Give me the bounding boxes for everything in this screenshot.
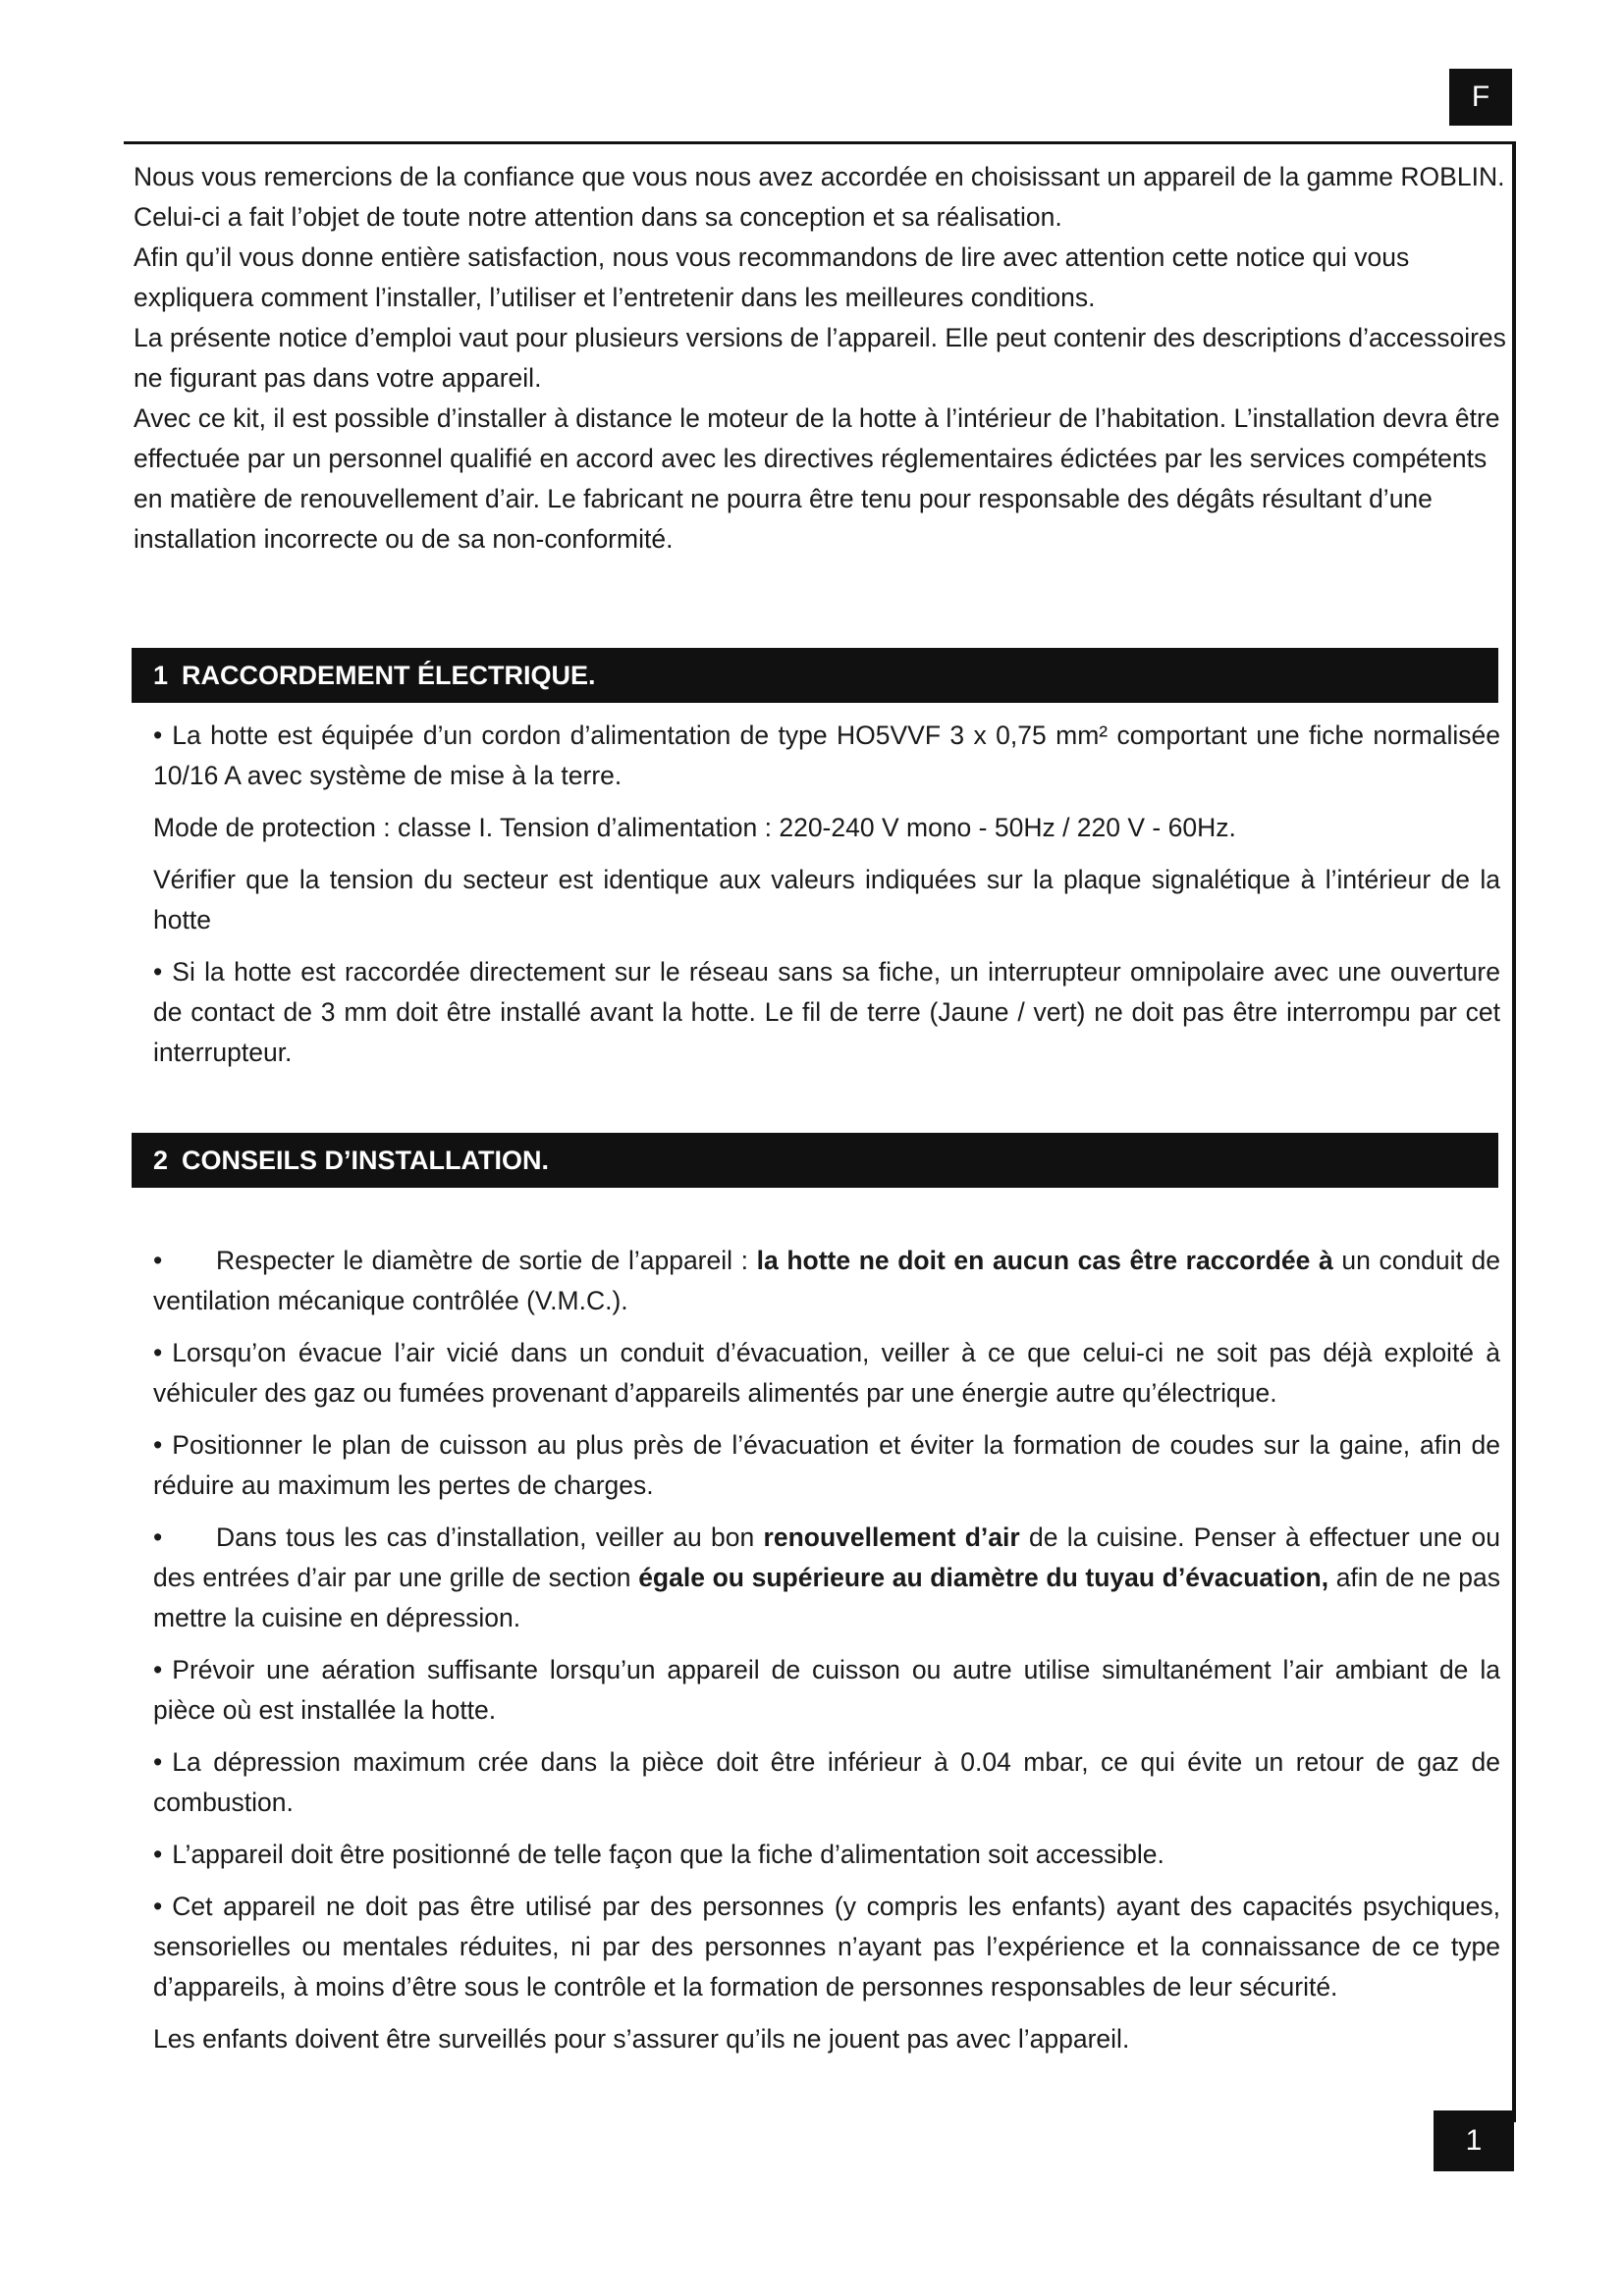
list-item: • Si la hotte est raccordée directement sur le réseau sans sa fiche, un interrupteur omnipolaire avec une ouverture de contact de 3 mm doit être installé avant la hotte. Le fil de terre (Jaune / vert) ne doit pas être interrompu par cet interrupteur.	[153, 957, 1500, 1067]
list-item: • Prévoir une aération suffisante lorsqu’un appareil de cuisson ou autre utilise simultanément l’air ambiant de la pièce où est installée la hotte.	[153, 1655, 1500, 1725]
list-item: • L’appareil doit être positionné de telle façon que la fiche d’alimentation soit accessible.	[153, 1840, 1164, 1869]
section-body-installation	[153, 1241, 1500, 2071]
intro-paragraph: Avec ce kit, il est possible d’installer à distance le moteur de la hotte à l’intérieur de l’habitation. L’installation devra être effectuée par un personnel qualifié en accord avec les directives réglementaires édictées par les services compétents en matière de renouvellement d’air. Le fabricant ne pourra être tenu pour responsable des dégâts résultant d’une installation incorrecte ou de sa non-conformité.	[134, 403, 1500, 554]
bullet: •	[153, 1246, 163, 1275]
section-number: 2	[153, 1145, 169, 1175]
bullet: •	[153, 1338, 163, 1367]
section-title: CONSEILS D’INSTALLATION.	[182, 1145, 550, 1175]
bullet: •	[153, 1747, 163, 1777]
list-item: • Positionner le plan de cuisson au plus près de l’évacuation et éviter la formation de coudes sur la gaine, afin de réduire au maximum les pertes de charges.	[153, 1430, 1500, 1500]
language-tab: F	[1449, 69, 1512, 126]
paragraph: Les enfants doivent être surveillés pour s’assurer qu’ils ne jouent pas avec l’appareil.	[153, 2024, 1130, 2054]
section-body-electrical	[153, 716, 1500, 1085]
bullet: •	[153, 1430, 163, 1460]
bullet: •	[153, 1522, 163, 1552]
section-number: 1	[153, 660, 169, 690]
list-item: • Respecter le diamètre de sortie de l’appareil : la hotte ne doit en aucun cas être raccordée à un conduit de ventilation mécanique contrôlée (V.M.C.).	[153, 1241, 1500, 1321]
section-header-electrical	[132, 648, 1498, 703]
bullet: •	[153, 1840, 163, 1869]
intro-paragraph: Celui-ci a fait l’objet de toute notre attention dans sa conception et sa réalisation.	[134, 202, 1062, 232]
bullet: •	[153, 957, 163, 987]
bullet: •	[153, 721, 163, 750]
bullet: •	[153, 1892, 163, 1921]
right-rule	[1512, 141, 1516, 2122]
list-item: • Lorsqu’on évacue l’air vicié dans un conduit d’évacuation, veiller à ce que celui-ci ne soit pas déjà exploité à véhiculer des gaz ou fumées provenant d’appareils alimentés par une énergie autre qu’électrique.	[153, 1338, 1500, 1408]
list-item: • La dépression maximum crée dans la pièce doit être inférieur à 0.04 mbar, ce qui évite un retour de gaz de combustion.	[153, 1747, 1500, 1817]
list-item: • La hotte est équipée d’un cordon d’alimentation de type HO5VVF 3 x 0,75 mm² comportant une fiche normalisée 10/16 A avec système de mise à la terre.	[153, 721, 1500, 790]
section-title: RACCORDEMENT ÉLECTRIQUE.	[182, 660, 596, 690]
page-number: 1	[1434, 2110, 1514, 2171]
intro-paragraph: Nous vous remercions de la confiance que vous nous avez accordée en choisissant un appareil de la gamme ROBLIN.	[134, 162, 1505, 191]
paragraph: Mode de protection : classe I. Tension d’alimentation : 220-240 V mono - 50Hz / 220 V - 60Hz.	[153, 813, 1236, 842]
top-rule	[124, 141, 1514, 144]
section-header-installation	[132, 1133, 1498, 1188]
bullet: •	[153, 1655, 163, 1684]
intro-text	[134, 157, 1508, 560]
list-item: • Dans tous les cas d’installation, veiller au bon renouvellement d’air de la cuisine. Penser à effectuer une ou des entrées d’air par une grille de section égale ou supérieure au diamètre du tuyau d’évacuation, afin de ne pas mettre la cuisine en dépression.	[153, 1518, 1500, 1638]
intro-paragraph: Afin qu’il vous donne entière satisfaction, nous vous recommandons de lire avec attention cette notice qui vous expliquera comment l’installer, l’utiliser et l’entretenir dans les meilleures conditions.	[134, 242, 1410, 312]
intro-paragraph: La présente notice d’emploi vaut pour plusieurs versions de l’appareil. Elle peut contenir des descriptions d’accessoires ne figurant pas dans votre appareil.	[134, 323, 1506, 393]
list-item: • Cet appareil ne doit pas être utilisé par des personnes (y compris les enfants) ayant des capacités psychiques, sensorielles ou mentales réduites, ni par des personnes n’ayant pas l’expérience et la connaissance de ce type d’appareils, à moins d’être sous le contrôle et la formation de personnes responsables de leur sécurité.	[153, 1892, 1500, 2002]
paragraph: Vérifier que la tension du secteur est identique aux valeurs indiquées sur la plaque signalétique à l’intérieur de la hotte	[153, 865, 1500, 934]
